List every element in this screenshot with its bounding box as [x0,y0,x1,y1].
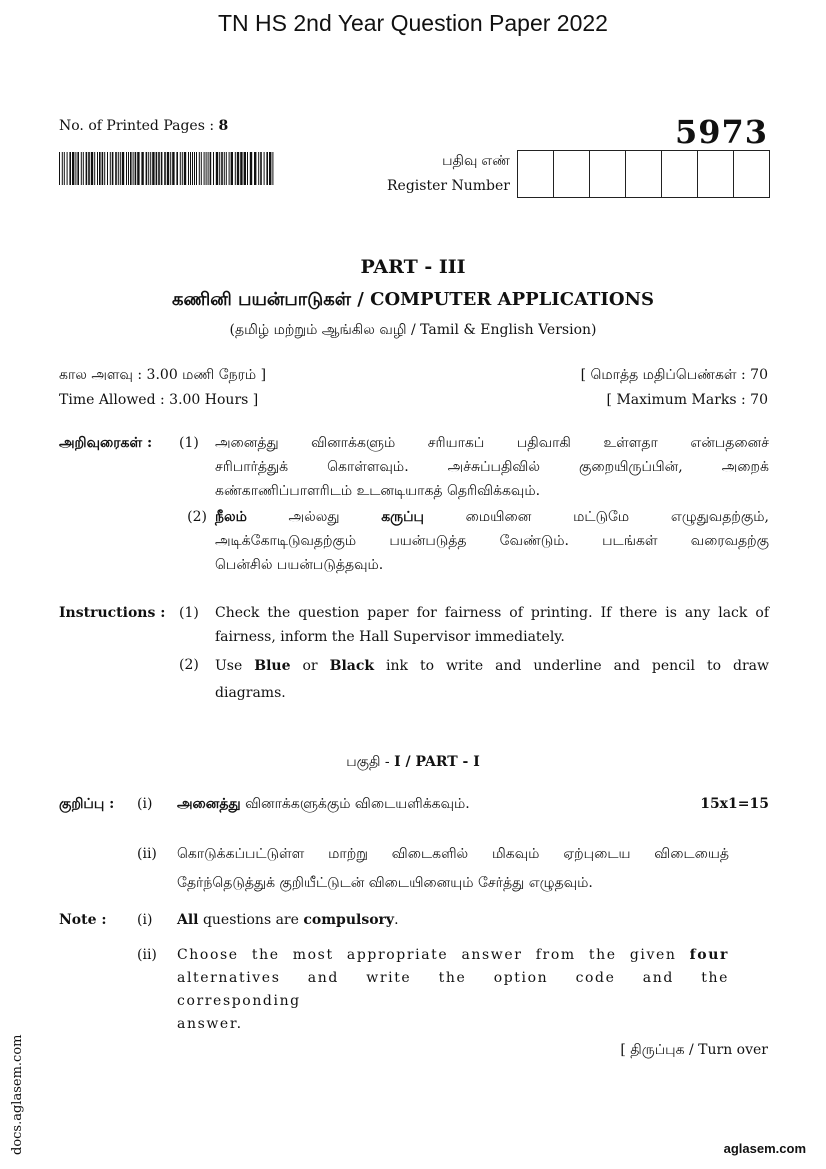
english-instructions [59,601,769,707]
time-marks-english-row [59,392,768,408]
note-number: (i) [137,912,153,928]
tamil-instructions [59,431,769,577]
section-title: பகுதி - I / PART - I [346,754,480,770]
english-note-1: All questions are compulsory. [177,912,399,928]
register-digit-box [698,151,734,197]
time-marks-tamil-row [59,367,768,385]
register-number-boxes [517,150,770,198]
tamil-note-2: கொடுக்கப்பட்டுள்ள மாற்று விடைகளில் மிகவும் ஏற்புடைய விடையைத் தேர்ந்தெடுத்துக் குறியீட்டுடன் விடையினையும் சேர்த்து எழுதவும். [177,846,729,891]
english-note-block [59,912,769,1036]
time-allowed-tamil: கால அளவு : 3.00 மணி நேரம் ] [59,367,267,383]
section-marks: 15x1=15 [700,796,769,812]
side-watermark: docs.aglasem.com [10,1034,25,1155]
register-digit-box [626,151,662,197]
note-number: (ii) [137,846,157,862]
register-digit-box [554,151,590,197]
register-digit-box [518,151,554,197]
turn-over-note: [ திருப்புக / Turn over [620,1042,768,1058]
register-label-english: Register Number [387,178,510,194]
note-number: (ii) [137,947,157,963]
english-note-2: Choose the most appropriate answer from the given four alternatives and write the option code and the corresponding answer. [177,947,729,1032]
max-marks-english: [ Maximum Marks : 70 [606,392,768,408]
barcode-image [59,152,274,185]
english-instructions-label: Instructions : [59,605,166,621]
register-digit-box [734,151,769,197]
instruction-number: (1) [179,605,199,621]
printed-pages-value: 8 [218,118,229,134]
tamil-instruction-1: அனைத்து வினாக்களும் சரியாகப் பதிவாகி உள்ளதா என்பதனைச் சரிபார்த்துக் கொள்ளவும். அச்சுப்பதிவில் குறையிருப்பின், அறைக் கண்காணிப்பாளரிடம் உடனடியாகத் தெரிவிக்கவும். [215,435,769,499]
footer-brand: aglasem.com [723,1141,806,1156]
english-instruction-2: Use Blue or Black ink to write and underline and pencil to draw diagrams. [215,658,769,701]
tamil-instructions-label: அறிவுரைகள் : [59,435,153,451]
tamil-note-1: அனைத்து வினாக்களுக்கும் விடையளிக்கவும். [177,796,470,812]
instruction-number: (2) [187,509,207,525]
printed-pages [59,118,228,134]
document-header-title: TN HS 2nd Year Question Paper 2022 [218,10,608,36]
version-line: (தமிழ் மற்றும் ஆங்கில வழி / Tamil & English Version) [229,322,597,338]
instruction-number: (1) [179,435,199,451]
printed-pages-label: No. of Printed Pages : [59,118,219,134]
note-number: (i) [137,796,153,812]
max-marks-tamil: [ மொத்த மதிப்பெண்கள் : 70 [580,367,768,383]
english-note-label: Note : [59,912,107,928]
time-allowed-english: Time Allowed : 3.00 Hours ] [59,392,259,408]
register-digit-box [662,151,698,197]
register-label-tamil: பதிவு எண் [442,152,510,168]
instruction-number: (2) [179,657,199,673]
tamil-note-label: குறிப்பு : [59,796,115,812]
register-digit-box [590,151,626,197]
subject-title: கணினி பயன்பாடுகள் / COMPUTER APPLICATIONS [172,289,654,310]
tamil-instruction-2: நீலம் அல்லது கருப்பு மையினை மட்டுமே எழுதுவதற்கும், அடிக்கோடிடுவதற்கும் பயன்படுத்த வேண்டும். படங்கள் வரைவதற்கு பென்சில் பயன்படுத்தவும். [215,509,770,573]
english-instruction-1: Check the question paper for fairness of printing. If there is any lack of fairness, inform the Hall Supervisor immediately. [215,605,769,645]
paper-code: 5973 [674,113,768,151]
part-title: PART - III [360,256,466,278]
tamil-note-block [59,796,769,898]
